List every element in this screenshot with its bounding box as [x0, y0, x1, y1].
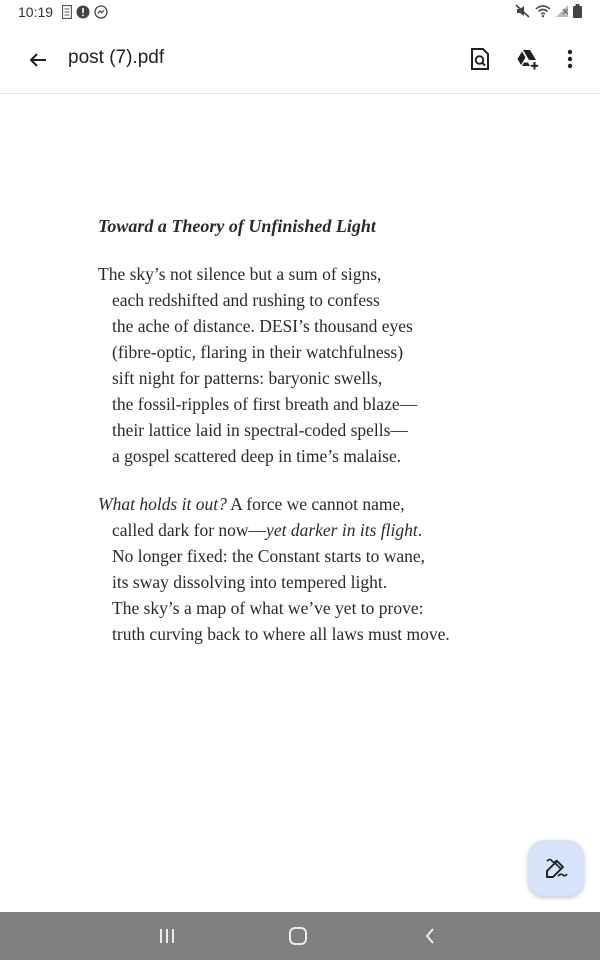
poem-line-italic: What holds it out?: [98, 494, 227, 514]
more-options-button[interactable]: [553, 42, 587, 76]
pdf-page[interactable]: [0, 95, 600, 911]
wifi-icon: [535, 4, 551, 18]
poem-line: sift night for patterns: baryonic swells,: [112, 368, 383, 388]
signal-icon: [555, 4, 569, 18]
poem-line: the fossil-ripples of first breath and blaze—: [112, 394, 418, 414]
poem: [98, 213, 558, 647]
status-icons-right: [515, 4, 582, 18]
mute-icon: [515, 4, 531, 18]
annotate-pen-icon: [544, 856, 568, 880]
poem-line-text: A force we cannot name,: [226, 494, 405, 514]
home-icon: [288, 926, 308, 946]
poem-line: No longer fixed: the Constant starts to wane,: [112, 546, 425, 566]
stanza-1: [98, 261, 558, 469]
search-in-document-button[interactable]: [463, 42, 497, 76]
more-options-icon: [567, 49, 573, 69]
document-title: post (7).pdf: [68, 47, 165, 68]
nav-back-button[interactable]: [410, 920, 450, 952]
sim-icon: [62, 5, 72, 19]
poem-line: [98, 517, 558, 543]
annotate-fab[interactable]: [528, 840, 584, 896]
add-to-drive-icon: [516, 48, 540, 70]
back-icon: [424, 927, 436, 945]
poem-line: its sway dissolving into tempered light.: [112, 572, 388, 592]
status-time: 10:19: [18, 4, 54, 20]
arrow-left-icon: [28, 50, 48, 70]
poem-line: their lattice laid in spectral-coded spells—: [112, 420, 408, 440]
poem-line: [98, 491, 558, 517]
add-to-drive-button[interactable]: [511, 42, 545, 76]
alert-icon: [76, 5, 90, 19]
poem-line: the ache of distance. DESI’s thousand eyes: [112, 316, 413, 336]
poem-line-text: .: [417, 520, 423, 540]
status-bar: [0, 0, 600, 26]
recent-apps-icon: [158, 928, 176, 944]
messenger-icon: [94, 5, 108, 19]
poem-title: Toward a Theory of Unfinished Light: [98, 216, 376, 236]
poem-line-italic: yet darker in its flight: [266, 520, 418, 540]
system-nav-bar: [0, 912, 600, 960]
back-button[interactable]: [22, 44, 54, 76]
poem-line-text: called dark for now—: [112, 520, 267, 540]
search-in-document-icon: [470, 48, 490, 70]
home-button[interactable]: [278, 920, 318, 952]
battery-icon: [573, 4, 582, 18]
poem-line: The sky’s a map of what we’ve yet to prove:: [112, 598, 424, 618]
poem-line: The sky’s not silence but a sum of signs,: [98, 264, 382, 284]
app-bar: [0, 26, 600, 94]
poem-line: (fibre-optic, flaring in their watchfulness): [112, 342, 404, 362]
stanza-2: [98, 491, 558, 647]
status-icons-left: [62, 5, 108, 19]
poem-line: each redshifted and rushing to confess: [112, 290, 380, 310]
poem-line: truth curving back to where all laws must move.: [112, 624, 450, 644]
recent-apps-button[interactable]: [147, 920, 187, 952]
poem-line: a gospel scattered deep in time’s malaise.: [112, 446, 402, 466]
